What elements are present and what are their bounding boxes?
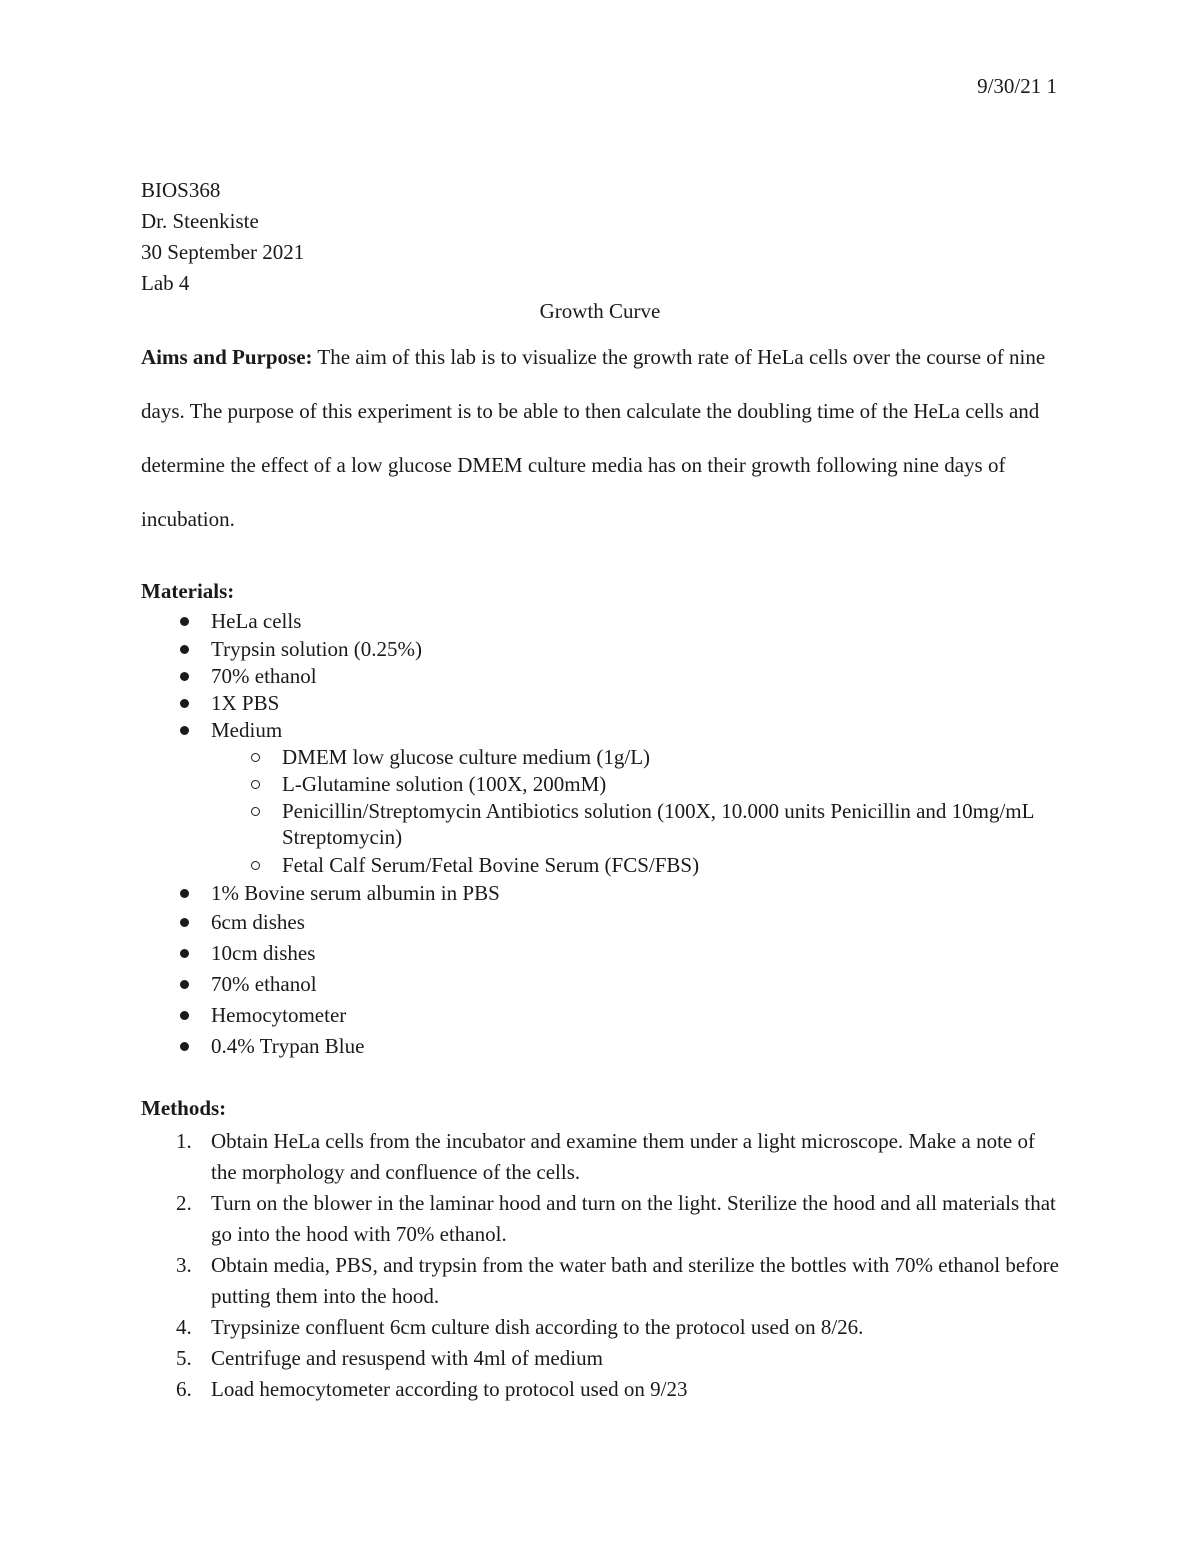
bullet-icon <box>180 949 189 958</box>
method-step: 4. Trypsinize confluent 6cm culture dish according to the protocol used on 8/26. <box>176 1315 864 1339</box>
aims-paragraph <box>141 330 1051 546</box>
list-item: 0.4% Trypan Blue <box>141 1033 1061 1064</box>
list-item: Medium <box>141 717 1061 744</box>
bullet-icon <box>180 889 189 898</box>
method-step: 5. Centrifuge and resuspend with 4ml of medium <box>176 1346 603 1370</box>
sub-list-item: L-Glutamine solution (100X, 200mM) <box>141 771 1061 798</box>
materials-heading: Materials: <box>141 579 235 603</box>
list-item: 1X PBS <box>141 690 1061 717</box>
list-item: Trypsin solution (0.25%) <box>141 636 1061 663</box>
bullet-icon <box>180 645 189 654</box>
aims-label: Aims and Purpose: <box>141 345 313 369</box>
methods-heading: Methods: <box>141 1096 227 1120</box>
list-item: HeLa cells <box>141 608 1061 636</box>
method-step: 2. Turn on the blower in the laminar hood and turn on the light. Sterilize the hood and all materials that go into the hood with 70% ethanol. <box>176 1191 1056 1246</box>
bullet-icon <box>180 726 189 735</box>
circle-bullet-icon <box>251 807 260 816</box>
aims-text: The aim of this lab is to visualize the growth rate of HeLa cells over the course of nine days. The purpose of this experiment is to be able to then calculate the doubling time of the HeLa cells and determine the effect of a low glucose DMEM culture media has on their growth following nine days of incubation. <box>141 345 1046 531</box>
methods-list <box>141 1126 1061 1405</box>
bullet-icon <box>180 617 189 626</box>
list-item: 70% ethanol <box>141 971 1061 1002</box>
bullet-icon <box>180 918 189 927</box>
page-header-date: 9/30/21 1 <box>977 74 1057 98</box>
list-item: Hemocytometer <box>141 1002 1061 1033</box>
bullet-icon <box>180 1011 189 1020</box>
materials-list <box>141 608 1061 1064</box>
list-item: 1% Bovine serum albumin in PBS <box>141 880 1061 909</box>
heading-date: 30 September 2021 <box>141 240 305 264</box>
bullet-icon <box>180 699 189 708</box>
circle-bullet-icon <box>251 753 260 762</box>
bullet-icon <box>180 1042 189 1051</box>
sub-list-item: DMEM low glucose culture medium (1g/L) <box>141 744 1061 771</box>
list-item: 10cm dishes <box>141 940 1061 971</box>
bullet-icon <box>180 980 189 989</box>
method-step: 3. Obtain media, PBS, and trypsin from the water bath and sterilize the bottles with 70% ethanol before putting them into the hood. <box>176 1253 1059 1308</box>
circle-bullet-icon <box>251 780 260 789</box>
instructor-name: Dr. Steenkiste <box>141 209 259 233</box>
sub-list-item: Fetal Calf Serum/Fetal Bovine Serum (FCS/FBS) <box>141 852 1061 880</box>
document-title: Growth Curve <box>539 299 661 323</box>
bullet-icon <box>180 672 189 681</box>
course-code: BIOS368 <box>141 178 221 202</box>
method-step: 1. Obtain HeLa cells from the incubator and examine them under a light microscope. Make a note of the morphology and confluence of the cells. <box>176 1129 1035 1184</box>
list-item: 70% ethanol <box>141 663 1061 690</box>
circle-bullet-icon <box>251 861 260 870</box>
lab-number: Lab 4 <box>141 271 190 295</box>
method-step: 6. Load hemocytometer according to protocol used on 9/23 <box>176 1377 688 1401</box>
heading-block <box>141 175 304 299</box>
list-item: 6cm dishes <box>141 909 1061 940</box>
sub-list-item: Penicillin/Streptomycin Antibiotics solution (100X, 10.000 units Penicillin and 10mg/mL Streptomycin) <box>141 798 1061 852</box>
